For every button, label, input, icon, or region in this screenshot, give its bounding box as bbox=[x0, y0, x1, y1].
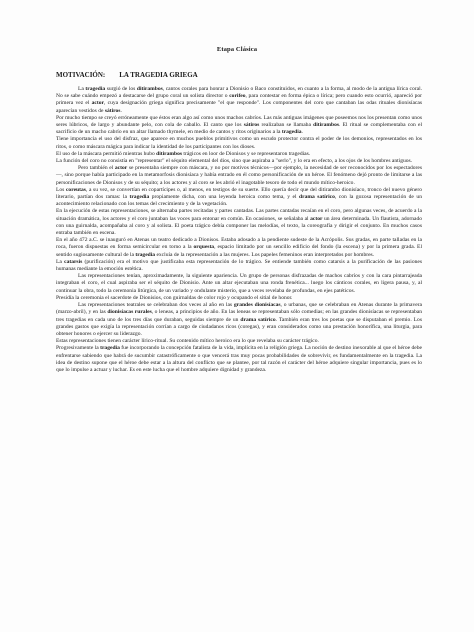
heading-topic: LA TRAGEDIA GRIEGA bbox=[119, 71, 198, 79]
paragraph: Tiene importancia el uso del disfraz, que aparece en muchos pueblos primitivos como un escudo protector contra el poder de los demonios, representados en los ritos, o como máscara mágica para indicar la identidad de los participantes con los dioses. bbox=[56, 136, 422, 150]
paragraph: La función del coro no consistía en "representar" el séquito elemental del dios, sino que aspiraba a "serlo", y lo era en efecto, a los ojos de los hombres antiguos. bbox=[56, 158, 413, 165]
paragraph: Los coreutas, a su vez, se convertían en copartícipes o, al menos, en testigos de su suerte. Ello quería decir que del ditirambo dionisíaco, tronco del nuevo género literario, partían dos ramas: la tragedia propiamente dicha, con una leyenda heroica como tema, y el drama satírico, con la gozosa representación de un acontecimiento relacionado con los temas del crecimiento y de la vegetación. bbox=[56, 186, 422, 208]
heading-label: MOTIVACIÓN: bbox=[56, 71, 106, 79]
paragraph: Las representaciones tenían, aproximadamente, la siguiente apariencia. Un grupo de personas disfrazadas de machos cabríos y con la cara pintarrajeada integraban el coro, el cual aspiraba ser el séquito de Dionisio. Ante un altar ejecutaban una ronda frenética... luego los cánticos corales, en ligera pausa, y, al continuar la obra, todo la ceremonia litúrgica, de un variado y ondulante misterio, que a veces revelaba de profundas, en ejes patéticos. bbox=[56, 273, 422, 294]
paragraph: Progresivamente la tragedia fue incorporando la concepción fatalista de la vida, implícita en la religión griega. La noción de destino inexorable al que el héroe debe enfrentarse sabiendo que habrá de sucumbir catastróficamente o que vencerá tras muy pocas probabilidades de sobrevivir, es fundamentalmente en la tragedia. La idea de destino supone que el héroe debe estar a la altura del conflicto que se plantee, por tal razón el carácter del héroe adquiere singular importancia, pues es lo que lo impulse a actuar y luchar. Es en este lucha que el hombre adquiere dignidad y grandeza. bbox=[56, 345, 422, 373]
paragraph: La catarsis (purificación) era el motivo que justificaba esta representación de lo trágico. Se entiende también como catarsis a la purificación de las pasiones humanas mediante la emoción estética. bbox=[56, 258, 422, 273]
paragraph: Presidía la ceremonia el sacerdote de Dionisios, con guirnaldas de color rojo y ocupando el sitial de honor. bbox=[56, 294, 293, 301]
paragraph: Por mucho tiempo se creyó erróneamente que éstos eran algo así como unos machos cabríos. Las más antiguas imágenes que poseemos nos los presentan como unos seres lúbricos, de largo y abundante pelo, con cola de caballo. El canto que los sátiros realizaban se llamaba ditirambos. El ritual se complementaba con el sacrificio de un macho cabrío en un altar llamado thymele, en medio de cantos y ritos originarios a la tragedia. bbox=[56, 114, 422, 136]
paragraph: En la ejecución de estas representaciones, se alternaba partes recitadas y partes cantadas. Las partes cantadas recaían en el coro, pero algunas veces, de acuerdo a la situación dramática, los actores y el coro juntaban las voces para entonar en común. En ocasiones, se señalaba al actor un área determinada. Un flautista, adornado con una guirnalda, acompañaba al coro y al solista. El poeta trágico debía componer las melodías, el texto, la coreografía y dirigir el conjunto. En muchos casos entraba también en escena. bbox=[56, 208, 422, 237]
paragraph: Las representaciones teatrales se celebraban dos veces al año en las grandes dionisíacas, o urbanas, que se celebraban en Atenas durante la primavera (marzo-abril), y en las dionisíacas rurales, o leneas, a principios de año. En las leneas se representaban sólo comedias; en las grandes dionisíacas se representaban tres tragedias en cada uno de los tres días que duraban, seguidas siempre de un drama satírico. También eran tres los poetas que se disputaban el premio. Los grandes gastos que exigía la representación corrían a cargo de ciudadanos ricos (coregas), y eran considerados como una prestación honorífica, una liturgia, para obtener honores o ejercer su liderazgo. bbox=[56, 302, 422, 337]
paragraph: En el año 472 a.C. se inauguró en Atenas un teatro dedicado a Dionisos. Estaba adosado a la pendiente sudeste de la Acrópolis. Sus gradas, en parte talladas en la roca, fueron dispuestas en forma semicircular en torno a la orquesta, espacio limitado por un sencillo edificio del fondo (la escena) y por la primera grada. El sentido sugiosamente cultural de la tragedia excluía de la representación a las mujeres. Los papeles femeninos eran interpretados por hombres. bbox=[56, 237, 422, 258]
document-body bbox=[56, 86, 422, 374]
paragraph: Estas representaciones tienen carácter lírico-ritual. Su contenido mítico heroico era lo que revelaba su carácter trágico. bbox=[56, 338, 319, 345]
section-heading bbox=[56, 71, 198, 79]
page-title: Etapa Clásica bbox=[216, 46, 258, 53]
paragraph: La tragedia surgió de los ditirambos, cantos corales para honrar a Dionisio o Baco constituidos, en cuanto a la forma, al modo de la antigua lírica coral. No se sabe cuándo empezó a destacarse del grupo coral un solista director o corifeo, para contestar en forma épica o lírica; pero cuando esto ocurrió, apareció por primera vez el actor, cuya designación griega significa precisamente "el que responde". Los componentes del coro que cantaban las odas rituales dionisíacas aparecían vestidos de sátiros. bbox=[56, 86, 423, 114]
paragraph: El uso de la máscara permitió mientras hubo ditirambos trágicos en loor de Dionisos y se representaron tragedias. bbox=[56, 150, 311, 157]
paragraph: Pero también el actor se presentaba siempre con máscara, y no por motivos técnicos—por ejemplo, la necesidad de ser reconocidos por los espectadores—, sino porque había participado en la metamorfosis dionisíaca y había entrado en él como personificación de un héroe. El fenómeno dejó pronto de limitarse a las personificaciones de Dionisos y de su séquito; a los actores y al coro se les abrió el inagotable tesoro de todo el mundo mítico-heroico. bbox=[56, 165, 423, 186]
